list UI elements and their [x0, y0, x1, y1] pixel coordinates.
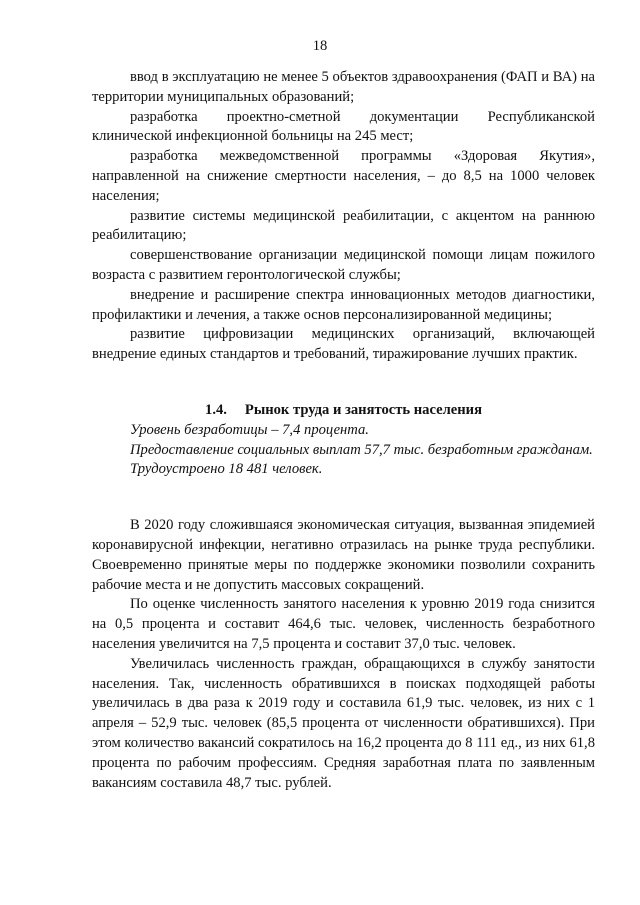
- list-item: развитие системы медицинской реабилитации, с акцентом на раннюю реабилитацию;: [92, 207, 595, 244]
- section-number: 1.4.: [205, 401, 227, 418]
- page-number: 18: [312, 38, 328, 54]
- section-title: Рынок труда и занятость населения: [244, 401, 482, 418]
- document-body: [92, 68, 595, 793]
- paragraph: По оценке численность занятого населения к уровню 2019 года снизится на 0,5 процента и составит 464,6 тыс. человек, численность безработного населения увеличится на 7,5 процента и составит 37,0 тыс. человек.: [92, 596, 595, 652]
- paragraph: Увеличилась численность граждан, обращающихся в службу занятости населения. Так, численность обратившихся в поисках подходящей работы увеличилась в два раза к 2019 году и составила 61,9 тыс. человек, из них с 1 апреля – 52,9 тыс. человек (85,5 процента от численности обратившихся). При этом количество вакансий сократилось на 16,2 процента до 8 111 ед., из них 61,8 процента по рабочим профессиям. Средняя заработная плата по заявленным вакансиям составила 48,7 тыс. рублей.: [92, 655, 595, 791]
- indicator-employed: Трудоустроено 18 481 человек.: [130, 461, 323, 478]
- indicator-social-payments: Предоставление социальных выплат 57,7 тыс. безработным гражданам.: [130, 441, 593, 458]
- list-item: развитие цифровизации медицинских организаций, включающей внедрение единых стандартов и требований, тиражирование лучших практик.: [92, 326, 595, 363]
- list-item: разработка проектно-сметной документации Республиканской клинической инфекционной больницы на 245 мест;: [92, 108, 595, 145]
- paragraph: В 2020 году сложившаяся экономическая ситуация, вызванная эпидемией коронавирусной инфекции, негативно отразилась на рынке труда республики. Своевременно принятые меры по поддержке экономики позволили сохранить рабочие места и не допустить массовых сокращений.: [92, 517, 595, 593]
- list-item: ввод в эксплуатацию не менее 5 объектов здравоохранения (ФАП и ВА) на территории муниципальных образований;: [92, 69, 595, 105]
- list-item: внедрение и расширение спектра инновационных методов диагностики, профилактики и лечения, а также основ персонализированной медицины;: [92, 286, 595, 323]
- list-item: разработка межведомственной программы «Здоровая Якутия», направленной на снижение смертности населения, – до 8,5 на 1000 человек населения;: [92, 148, 595, 204]
- list-item: совершенствование организации медицинской помощи лицам пожилого возраста с развитием геронтологической службы;: [92, 247, 595, 283]
- section-heading: [92, 401, 595, 421]
- indicator-unemployment: Уровень безработицы – 7,4 процента.: [130, 421, 369, 438]
